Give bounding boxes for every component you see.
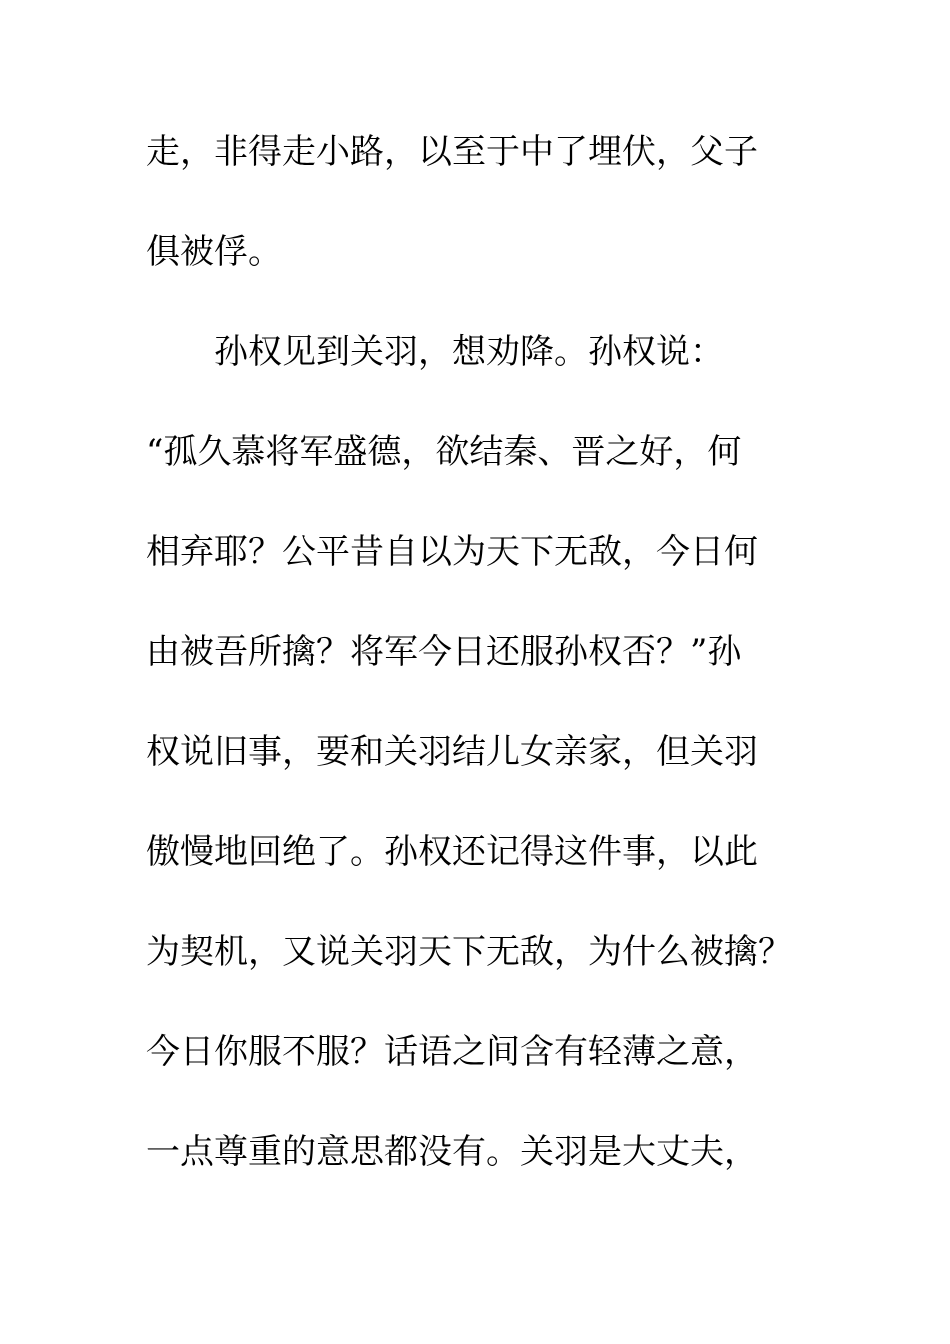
text-line-3: 孙权见到关羽，想劝降。孙权说： xyxy=(146,332,724,372)
text-line-2: 俱被俘。 xyxy=(146,232,282,272)
text-line-6: 由被吾所擒？将军今日还服孙权否？”孙 xyxy=(146,632,742,672)
text-line-10: 今日你服不服？话语之间含有轻薄之意， xyxy=(146,1032,758,1072)
text-line-4: “孤久慕将军盛德，欲结秦、晋之好，何 xyxy=(146,432,742,472)
text-line-9: 为契机，又说关羽天下无敌，为什么被擒？ xyxy=(146,932,792,972)
text-line-1: 走，非得走小路，以至于中了埋伏，父子 xyxy=(146,132,758,172)
text-line-5: 相弃耶？公平昔自以为天下无敌，今日何 xyxy=(146,532,758,572)
text-line-11: 一点尊重的意思都没有。关羽是大丈夫， xyxy=(146,1132,758,1172)
text-line-8: 傲慢地回绝了。孙权还记得这件事，以此 xyxy=(146,832,758,872)
text-line-7: 权说旧事，要和关羽结儿女亲家，但关羽 xyxy=(146,732,758,772)
